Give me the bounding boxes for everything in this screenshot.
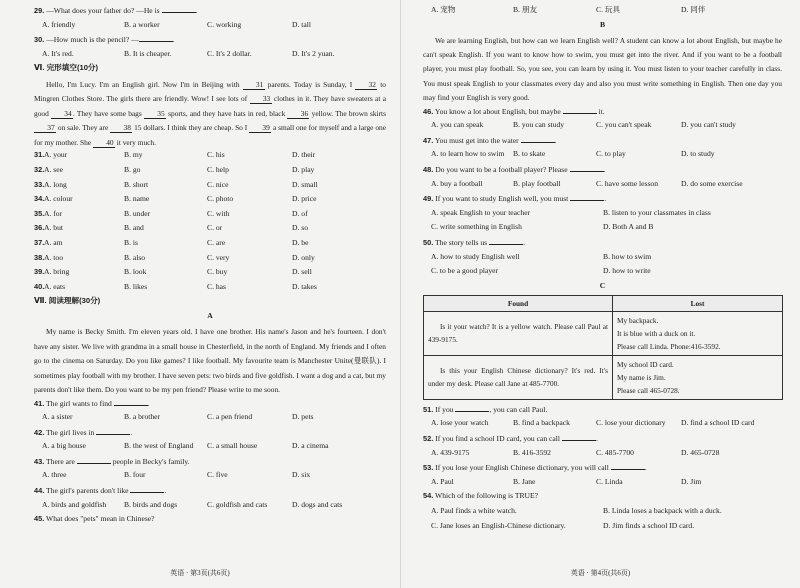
cloze-option-row xyxy=(34,150,386,165)
options-54-row1: A. Paul finds a white watch. B. Linda loses a backpack with a duck. xyxy=(431,505,722,515)
question-number: 34. xyxy=(34,194,45,204)
cloze-option: B. look xyxy=(124,267,147,277)
lost-line: My backpack. xyxy=(617,315,659,325)
cloze-option: C. with xyxy=(207,208,230,218)
passage-b-title: B xyxy=(599,19,606,29)
passage-b: We are learning English, but how can we learn English well? A student can know a lot about English, but maybe he can't speak English. If you want to know how to swim, you must get into the river. And if you want to be a football player, you must play football. So, you see, you can learn by using it. You must listen to your teacher carefully in class. You must speak English to your classmates every day and also you must write something in English. Then one day you may find your English is very good. xyxy=(423,35,782,103)
question-number: 39. xyxy=(34,267,45,277)
found-cell: Is it your watch? It is a yellow watch. Please call Paul at 439-9175. xyxy=(424,311,613,355)
question-number: 40. xyxy=(34,281,45,291)
options-54-row2: C. Jane loses an English-Chinese dictionary. D. Jim finds a school ID card. xyxy=(431,520,695,530)
question-number: 37. xyxy=(34,238,45,248)
options-51: A. lose your watch B. find a backpack C. lose your dictionary D. find a school ID card xyxy=(431,418,755,428)
options-43: A. three B. four C. five D. six xyxy=(42,470,311,480)
question-30: 30. —How much is the pencil? — . xyxy=(34,35,175,45)
question-51: 51. If you , you can call Paul. xyxy=(423,404,548,414)
cloze-option-row xyxy=(34,165,386,180)
cloze-option: D. takes xyxy=(292,281,317,291)
answer-blank xyxy=(162,5,196,13)
answer-blank xyxy=(96,427,130,435)
lost-cell xyxy=(613,355,783,399)
question-54: 54. Which of the following is TRUE? xyxy=(423,491,539,501)
options-50-row2: C. to be a good player D. how to write xyxy=(431,266,651,276)
answer-blank xyxy=(521,135,555,143)
cloze-blank: 38 xyxy=(110,123,132,133)
answer-blank xyxy=(139,34,173,42)
options-45: A. 宠物 B. 朋友 C. 玩具 D. 同伴 xyxy=(431,5,706,14)
lost-line: Please call Linda. Phone:416-3592. xyxy=(617,341,721,351)
cloze-option: B. also xyxy=(124,252,146,262)
cloze-option: A. long xyxy=(44,179,67,189)
cloze-option: D. sell xyxy=(292,267,312,277)
cloze-option-row xyxy=(34,209,386,224)
cloze-blank: 35 xyxy=(144,109,166,119)
question-52: 52. If you find a school ID card, you can call . xyxy=(423,433,598,443)
answer-blank xyxy=(611,462,645,470)
options-49-row1: A. speak English to your teacher B. listen to your classmates in class xyxy=(431,207,711,217)
cloze-options xyxy=(34,150,386,296)
answer-blank xyxy=(455,404,489,412)
question-42: 42. The girl lives in . xyxy=(34,427,133,437)
answer-blank xyxy=(114,398,148,406)
cloze-option: A. your xyxy=(44,150,68,160)
answer-blank xyxy=(570,193,604,201)
cloze-option-row xyxy=(34,282,386,297)
lost-found-table xyxy=(423,295,783,400)
table-header-lost: Lost xyxy=(613,295,783,311)
found-cell: Is this your English Chinese dictionary? It's red. It's under my desk. Please call Jane at 485-7700. xyxy=(424,355,613,399)
answer-blank xyxy=(570,164,604,172)
table-row xyxy=(424,311,783,355)
cloze-option: D. small xyxy=(292,179,318,189)
cloze-option: D. play xyxy=(292,165,315,175)
options-47: A. to learn how to swim B. to skate C. to play D. to study xyxy=(431,149,715,159)
answer-blank xyxy=(562,433,596,441)
cloze-option: A. eats xyxy=(44,281,66,291)
question-45: 45. What does "pets" mean in Chinese? xyxy=(34,514,155,524)
options-48: A. buy a football B. play football C. have some lesson D. do some exercise xyxy=(431,178,743,188)
options-50-row1: A. how to study English well B. how to swim xyxy=(431,251,652,261)
question-47: 47. You must get into the water . xyxy=(423,135,557,145)
cloze-blank: 39 xyxy=(249,123,271,133)
cloze-blank: 37 xyxy=(34,123,56,133)
answer-blank xyxy=(77,456,111,464)
lost-line: Please call 465-0728. xyxy=(617,385,680,395)
cloze-option: C. photo xyxy=(207,194,234,204)
question-number: 35. xyxy=(34,208,45,218)
cloze-option: A. colour xyxy=(44,194,73,204)
passage-c-title: C xyxy=(599,280,606,290)
cloze-option: D. only xyxy=(292,252,315,262)
options-49-row2: C. write something in English D. Both A and B xyxy=(431,222,654,232)
answer-blank xyxy=(489,237,523,245)
table-header-found: Found xyxy=(424,295,613,311)
options-29: A. friendly B. a worker C. working D. tall xyxy=(42,19,311,29)
cloze-option: B. short xyxy=(124,179,149,189)
cloze-option: B. name xyxy=(124,194,150,204)
question-41: 41. The girl wants to find . xyxy=(34,398,150,408)
cloze-option: C. nice xyxy=(207,179,229,189)
question-29: 29. —What does your father do? —He is . xyxy=(34,6,198,15)
cloze-option-row xyxy=(34,253,386,268)
question-number: 32. xyxy=(34,165,45,175)
section-reading-heading: Ⅶ. 阅读理解(30分) xyxy=(34,296,101,306)
cloze-option: C. has xyxy=(207,281,226,291)
options-44: A. birds and goldfish B. birds and dogs C. goldfish and cats D. dogs and cats xyxy=(42,499,343,509)
cloze-option: D. price xyxy=(292,194,317,204)
section-cloze-heading: Ⅵ. 完形填空(10分) xyxy=(34,63,99,73)
cloze-option: B. go xyxy=(124,165,141,175)
cloze-option: B. and xyxy=(124,223,144,233)
options-53: A. Paul B. Jane C. Linda D. Jim xyxy=(431,476,702,486)
cloze-option-row xyxy=(34,238,386,253)
cloze-option-row xyxy=(34,180,386,195)
cloze-option: D. be xyxy=(292,238,309,248)
lost-line: My school ID card. xyxy=(617,359,674,369)
cloze-blank: 33 xyxy=(250,94,272,104)
options-30: A. It's red. B. It is cheaper. C. It's 2 dollar. D. It's 2 yuan. xyxy=(42,48,335,58)
cloze-option: B. is xyxy=(124,238,138,248)
cloze-option: A. see xyxy=(44,165,63,175)
right-page xyxy=(400,0,800,588)
question-43: 43. There are people in Becky's family. xyxy=(34,456,190,466)
question-50: 50. The story tells us . xyxy=(423,237,525,247)
cloze-option: C. or xyxy=(207,223,223,233)
cloze-option: C. are xyxy=(207,238,226,248)
cloze-option: C. buy xyxy=(207,267,228,277)
options-52: A. 439-9175 B. 416-3592 C. 485-7700 D. 465-0728 xyxy=(431,447,720,457)
options-42: A. a big house B. the west of England C. a small house D. a cinema xyxy=(42,441,329,451)
cloze-option: B. my xyxy=(124,150,143,160)
question-46: 46. You know a lot about English, but maybe it. xyxy=(423,106,605,116)
question-number: 33. xyxy=(34,179,45,189)
options-46: A. you can speak B. you can study C. you can't speak D. you can't study xyxy=(431,120,736,130)
passage-a: My name is Becky Smith. I'm eleven years old. I have one brother. His name's Jason and he's fourteen. I don't have any sister. We live with grandma in a small house in Chesterfield, in the north of England. My friends and I often go to the cinema on Saturday. Do you like games? I like football. My favourite team is Manchester Unite(曼联队). I sometimes play football with my brother. I have seven pets: two birds and five goldfish. I want a dog and a cat, but my parents don't like them. Do you want to be my pen friend? Please write to me soon. xyxy=(34,327,386,394)
options-41: A. a sister B. a brother C. a pen friend D. pets xyxy=(42,412,314,422)
cloze-passage: Hello, I'm Lucy. I'm an English girl. Now I'm in Beijing with 31 parents. Today is Sunday, I 32 to Mingren Clothes Store. The girls there are friendly. Wow! I see lots of 33 clothes in it. They have sweaters at a good 34. They have some bags 35 sports, and they have hats in red, black 36 yellow. The brown skirts 37 on sale. They are 38 15 dollars. I think they are cheap. So I 39 a small one for myself and a large one for my mother. She 40 it very much. xyxy=(34,79,387,147)
cloze-option: C. very xyxy=(207,252,230,262)
cloze-option: A. too xyxy=(44,252,63,262)
lost-line: My name is Jim. xyxy=(617,372,666,382)
answer-blank xyxy=(130,485,164,493)
cloze-option: D. their xyxy=(292,150,316,160)
cloze-option: A. for xyxy=(44,208,63,218)
cloze-blank: 32 xyxy=(355,80,377,90)
question-48: 48. Do you want to be a football player? Please . xyxy=(423,165,606,174)
question-number: 38. xyxy=(34,252,45,262)
question-53: 53. If you lose your English Chinese dictionary, you will call . xyxy=(423,463,647,473)
cloze-option-row xyxy=(34,223,386,238)
cloze-option: B. likes xyxy=(124,281,148,291)
page-footer-left: 英语 · 第3页(共6页) xyxy=(170,569,230,578)
question-number: 36. xyxy=(34,223,45,233)
cloze-option-row xyxy=(34,267,386,282)
cloze-option: C. his xyxy=(207,150,225,160)
question-44: 44. The girl's parents don't like . xyxy=(34,486,167,496)
question-49: 49. If you want to study English well, you must . xyxy=(423,194,607,204)
table-row xyxy=(424,355,783,399)
lost-cell xyxy=(613,311,783,355)
cloze-option: D. of xyxy=(292,208,308,218)
question-number: 31. xyxy=(34,150,45,160)
cloze-blank: 31 xyxy=(243,80,265,90)
cloze-option: C. help xyxy=(207,165,229,175)
cloze-option-row xyxy=(34,194,386,209)
cloze-blank: 34 xyxy=(51,109,73,119)
passage-a-title: A xyxy=(207,311,213,320)
cloze-option: A. but xyxy=(44,223,63,233)
cloze-blank: 36 xyxy=(287,109,309,119)
lost-line: It is blue with a duck on it. xyxy=(617,328,696,338)
cloze-blank: 40 xyxy=(93,138,115,148)
page-footer-right: 英语 · 第4页(共6页) xyxy=(570,569,631,578)
cloze-option: B. under xyxy=(124,208,151,218)
cloze-option: A. bring xyxy=(44,267,70,277)
answer-blank xyxy=(563,106,597,114)
cloze-option: D. so xyxy=(292,223,309,233)
cloze-option: A. am xyxy=(44,238,63,248)
